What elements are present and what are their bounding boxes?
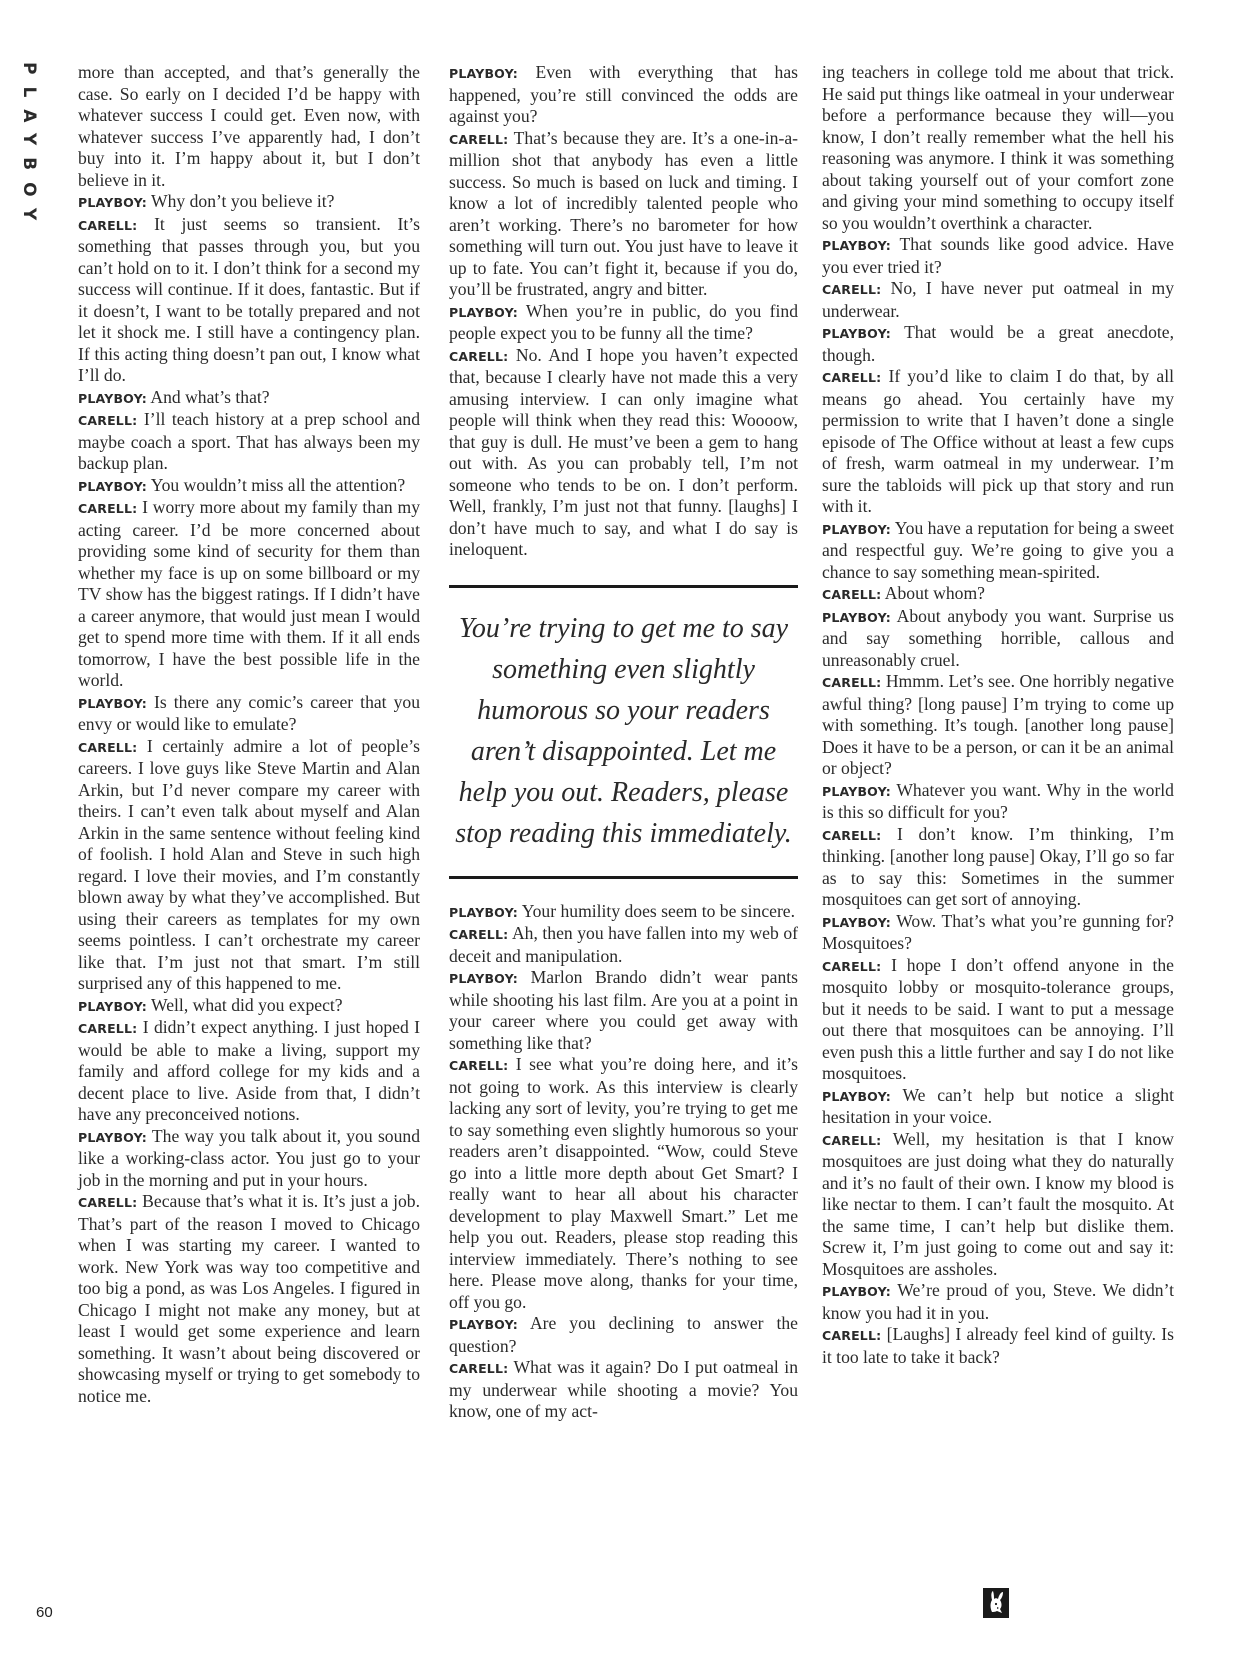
paragraph: [822, 322, 1174, 366]
speaker-label: PLAYBOY:: [449, 904, 518, 920]
paragraph-text: Well, what did you expect?: [151, 994, 343, 1015]
paragraph-text: We can’t help but notice a slight hesitation in your voice.: [822, 1084, 1174, 1127]
column-1: [78, 62, 420, 1407]
paragraph-text: ing teachers in college told me about that trick. He said put things like oatmeal in your underwear before a performance because they will—you know, I don’t really remember what the hell his reasoning was anymore. I think it was something about taking yourself out of your comfort zone and giving your mind something to occupy itself so you wouldn’t overthink a character.: [822, 62, 1174, 233]
paragraph-text: Even with everything that has happened, you’re still convinced the odds are against you?: [449, 62, 798, 126]
speaker-label: PLAYBOY:: [822, 521, 891, 537]
paragraph-text: I certainly admire a lot of people’s careers. I love guys like Steve Martin and Alan Arkin, but I’d never compare my career with theirs. I can’t even talk about myself and Alan Arkin in the same sentence without feeling kind of foolish. I hold Alan and Steve in such high regard. I love their movies, and I’m constantly blown away by what they’ve accomplished. But using their careers as templates for my own seems pointless. I can’t orchestrate my career like that. I’m just not that smart. I’m still surprised any of this happened to me.: [78, 735, 421, 993]
speaker-label: CARELL:: [78, 217, 138, 233]
paragraph: [449, 967, 798, 1054]
paragraph: [449, 923, 798, 967]
speaker-label: CARELL:: [822, 587, 882, 602]
speaker-label: CARELL:: [78, 1021, 138, 1036]
page-number: 60: [36, 1604, 53, 1621]
paragraph: [822, 671, 1174, 780]
paragraph-text: We’re proud of you, Steve. We didn’t know you had it in you.: [822, 1280, 1174, 1323]
magazine-name: PLAYBOY: [19, 62, 39, 233]
paragraph-text: You wouldn’t miss all the attention?: [150, 474, 406, 495]
paragraph: [822, 824, 1174, 911]
column-2: [449, 62, 798, 1423]
paragraph-text: About whom?: [884, 583, 985, 603]
speaker-label: PLAYBOY:: [822, 783, 891, 799]
speaker-label: PLAYBOY:: [78, 390, 147, 406]
speaker-label: CARELL:: [822, 1132, 882, 1148]
paragraph-text: [Laughs] I already feel kind of guilty. Is it too late to take it back?: [822, 1324, 1174, 1367]
paragraph-text: The way you talk about it, you sound like a working-class actor. You just go to your job in the morning and put in your hours.: [78, 1125, 420, 1190]
paragraph-text: That’s because they are. It’s a one-in-a-million shot that anybody has even a little success. So much is based on luck and timing. I know a lot of incredibly talented people who aren’t working. There’s no barometer for how something will turn out. You just have to leave it up to fate. You can’t fight it, because if you do, you’ll be frustrated, angry and bitter.: [449, 127, 798, 299]
paragraph-text: That would be a great anecdote, though.: [822, 322, 1174, 365]
column-3: [822, 62, 1174, 1368]
speaker-label: CARELL:: [449, 1058, 509, 1073]
paragraph-text: If you’d like to claim I do that, by all means go ahead. You certainly have my permission to write that I haven’t done a single episode of The Office without at least a few cups of fresh, warm oatmeal in my underwear. I’m sure the tabloids will pick up that story and run with it.: [822, 366, 1174, 516]
speaker-label: CARELL:: [822, 827, 882, 843]
paragraph: [78, 736, 420, 995]
paragraph-text: Wow. That’s what you’re gunning for? Mosquitoes?: [822, 910, 1174, 953]
speaker-label: CARELL:: [449, 348, 509, 364]
paragraph: [822, 583, 1174, 606]
paragraph-text: I worry more about my family than my acting career. I’d be more concerned about providing some kind of security for them than whether my face is up on some billboard or my TV show has the biggest ratings. If I didn’t have a career anymore, that would just mean I would get to spend more time with them. If it all ends tomorrow, I have the best possible life in the world.: [78, 497, 420, 690]
speaker-label: CARELL:: [822, 370, 882, 385]
paragraph: [78, 995, 420, 1018]
paragraph-text: Because that’s what it is. It’s just a job. That’s part of the reason I moved to Chicago when I was starting my career. I wanted to work. New York was way too competitive and too big a pond, as was Los Angeles. I figured in Chicago I might not make any money, but at least I would get some experience and learn something. It wasn’t about being discovered or showcasing myself or trying to get somebody to notice me.: [78, 1191, 420, 1406]
paragraph: [822, 62, 1174, 234]
speaker-label: PLAYBOY:: [78, 195, 147, 210]
paragraph-text: I’ll teach history at a prep school and maybe coach a sport. That has always been my backup plan.: [78, 409, 420, 473]
paragraph: [78, 497, 420, 692]
speaker-label: PLAYBOY:: [449, 971, 518, 986]
paragraph: [449, 301, 798, 345]
speaker-label: PLAYBOY:: [822, 1088, 891, 1104]
paragraph: [78, 62, 420, 191]
speaker-label: PLAYBOY:: [822, 238, 891, 253]
speaker-label: PLAYBOY:: [78, 478, 147, 494]
paragraph: [822, 366, 1174, 518]
paragraph-text: What was it again? Do I put oatmeal in my underwear while shooting a movie? You know, one of my act-: [449, 1357, 798, 1421]
paragraph: [78, 692, 420, 736]
speaker-label: CARELL:: [449, 927, 509, 942]
paragraph-text: Your humility does seem to be sincere.: [521, 900, 796, 921]
speaker-label: PLAYBOY:: [822, 609, 891, 625]
paragraph: [449, 1313, 798, 1357]
speaker-label: PLAYBOY:: [449, 66, 518, 81]
paragraph: [449, 345, 798, 561]
column-2-bottom: [449, 901, 798, 1423]
paragraph: [78, 214, 420, 387]
paragraph: [822, 780, 1174, 824]
paragraph: [78, 1017, 420, 1126]
paragraph: [822, 1324, 1174, 1368]
pull-quote: You’re trying to get me to say something even slightly humorous so your readers aren’t disappointed. Let me help you out. Readers, please stop reading this immediately.: [449, 585, 798, 879]
paragraph: [822, 518, 1174, 584]
paragraph-text: And what’s that?: [150, 386, 270, 407]
column-2-top: [449, 62, 798, 561]
paragraph-text: Whatever you want. Why in the world is this so difficult for you?: [822, 779, 1174, 822]
speaker-label: PLAYBOY:: [822, 914, 891, 930]
paragraph: [78, 1126, 420, 1192]
paragraph: [822, 1085, 1174, 1129]
paragraph-text: About anybody you want. Surprise us and say something horrible, callous and unreasonably cruel.: [822, 605, 1174, 670]
speaker-label: PLAYBOY:: [449, 304, 518, 320]
paragraph-text: I see what you’re doing here, and it’s not going to work. As this interview is clearly lacking any sort of levity, you’re trying to get me to say something even slightly humorous so your readers aren’t disappointed. “Wow, could Steve go into a little more depth about Get Smart? I really want to hear all about his character development to play Maxwell Smart.” Let me help you out. Readers, please stop reading this interview immediately. There’s nothing to see here. Please move along, thanks for your time, off you go.: [449, 1054, 799, 1312]
speaker-label: PLAYBOY:: [822, 1284, 891, 1299]
speaker-label: PLAYBOY:: [449, 1317, 518, 1332]
paragraph: [78, 1191, 420, 1407]
paragraph: [822, 1129, 1174, 1281]
speaker-label: CARELL:: [78, 413, 138, 428]
speaker-label: CARELL:: [822, 675, 882, 690]
speaker-label: CARELL:: [449, 131, 509, 147]
paragraph: [822, 911, 1174, 955]
paragraph-text: I hope I don’t offend anyone in the mosquito lobby or mosquito-tolerance groups, but it needs to be said. I want to put a message out there that mosquitoes can be annoying. I’ll even push this a little further and say I do not like mosquitoes.: [822, 954, 1174, 1083]
paragraph-text: Why don’t you believe it?: [151, 191, 335, 211]
paragraph-text: It just seems so transient. It’s something that passes through you, but you can’t hold on to it. I don’t think for a second my success will continue. If it does, fantastic. But if it doesn’t, I want to be totally prepared and not let it shock me. I still have a contingency plan. If this acting thing doesn’t pan out, I know what I’ll do.: [78, 213, 420, 385]
paragraph: [822, 278, 1174, 322]
paragraph: [449, 1357, 798, 1423]
paragraph-text: Are you declining to answer the question?: [449, 1313, 798, 1356]
paragraph-text: Well, my hesitation is that I know mosquitoes are just doing what they do naturally and it’s no fault of their own. I know my blood is like nectar to them. I can’t fault the mosquito. At the same time, I can’t help but dislike them. Screw it, I’m just going to come out and say it: Mosquitoes are assholes.: [822, 1128, 1174, 1279]
paragraph: [78, 475, 420, 498]
paragraph: [449, 128, 798, 301]
paragraph: [449, 1054, 798, 1313]
speaker-label: CARELL:: [449, 1361, 509, 1376]
paragraph: [449, 62, 798, 128]
paragraph: [822, 234, 1174, 278]
sidebar-magazine-label: [19, 62, 50, 262]
paragraph-text: No. And I hope you haven’t expected that, because I clearly have not made this a very amusing interview. I can only imagine what people will think when they read this: Woooow, that guy is dull. He must’ve been a gem to hang out with. As you can probably tell, I’m not someone who tends to be on. I don’t perform. Well, frankly, I’m just not that funny. [laughs] I don’t have much to say, and what I do say is ineloquent.: [449, 344, 798, 559]
speaker-label: CARELL:: [822, 282, 882, 297]
speaker-label: CARELL:: [822, 1328, 882, 1343]
speaker-label: CARELL:: [822, 958, 882, 974]
paragraph-text: more than accepted, and that’s generally the case. So early on I decided I’d be happy with whatever success I could get. Even now, with whatever success I’ve apparently had, I don’t buy into it. I’m happy about it, but I don’t believe in it.: [78, 62, 420, 190]
paragraph: [822, 606, 1174, 672]
paragraph: [78, 409, 420, 475]
speaker-label: CARELL:: [78, 739, 138, 755]
speaker-label: CARELL:: [78, 501, 138, 516]
speaker-label: CARELL:: [78, 1195, 138, 1210]
paragraph-text: That sounds like good advice. Have you ever tried it?: [822, 234, 1174, 277]
speaker-label: PLAYBOY:: [78, 998, 147, 1014]
speaker-label: PLAYBOY:: [822, 326, 891, 341]
paragraph-text: Ah, then you have fallen into my web of deceit and manipulation.: [449, 923, 798, 966]
paragraph: [449, 901, 798, 924]
paragraph: [78, 387, 420, 410]
speaker-label: PLAYBOY:: [78, 1129, 147, 1145]
paragraph-text: You have a reputation for being a sweet and respectful guy. We’re going to give you a chance to say something mean-spirited.: [822, 517, 1174, 582]
speaker-label: PLAYBOY:: [78, 695, 147, 711]
paragraph: [78, 191, 420, 214]
rabbit-head-icon: [983, 1588, 1009, 1618]
paragraph: [822, 955, 1174, 1085]
paragraph-text: When you’re in public, do you find people expect you to be funny all the time?: [449, 300, 798, 343]
paragraph-text: No, I have never put oatmeal in my underwear.: [822, 278, 1174, 321]
paragraph-text: Hmmm. Let’s see. One horribly negative awful thing? [long pause] I’m trying to come up with something. It’s tough. [another long pause] Does it have to be a person, or can it be an animal or object?: [822, 671, 1174, 778]
paragraph-text: I didn’t expect anything. I just hoped I would be able to make a living, support my family and afford college for my kids and a decent place to live. Aside from that, I didn’t have any preconceived notions.: [78, 1017, 420, 1124]
paragraph: [822, 1280, 1174, 1324]
paragraph-text: Is there any comic’s career that you envy or would like to emulate?: [78, 691, 421, 734]
paragraph-text: Marlon Brando didn’t wear pants while shooting his last film. Are you at a point in your career where you could get away with something like that?: [449, 967, 798, 1053]
paragraph-text: I don’t know. I’m thinking, I’m thinking. [another long pause] Okay, I’ll go so far as to say this: Sometimes in the summer mosquitoes can get sort of annoying.: [822, 823, 1175, 909]
